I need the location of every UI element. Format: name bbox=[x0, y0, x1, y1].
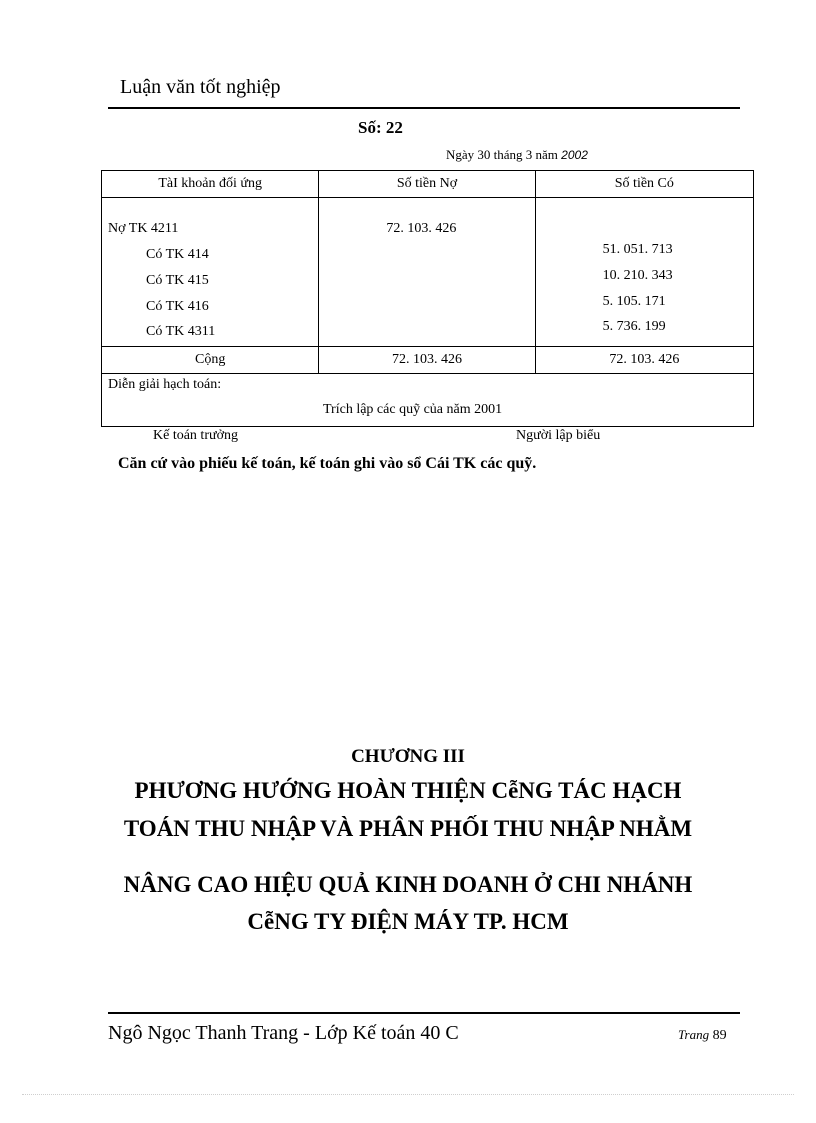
footer-author: Ngô Ngọc Thanh Trang - Lớp Kế toán 40 C bbox=[108, 1022, 459, 1044]
header-rule bbox=[108, 107, 740, 109]
credit-amount: 5. 736. 199 bbox=[602, 319, 666, 334]
credit-account: Có TK 416 bbox=[146, 299, 209, 314]
credit-amount: 51. 051. 713 bbox=[602, 242, 673, 257]
description-label: Diễn giải hạch toán: bbox=[108, 377, 222, 392]
chapter-title-line: PHƯƠNG HƯỚNG HOÀN THIỆN CễNG TÁC HẠCH bbox=[134, 778, 682, 803]
credit-cell bbox=[535, 198, 753, 347]
account-cell bbox=[102, 198, 319, 347]
credit-account: Có TK 415 bbox=[146, 273, 209, 288]
credit-amount: 10. 210. 343 bbox=[602, 268, 673, 283]
page-number-value: 89 bbox=[712, 1028, 727, 1043]
debit-amount: 72. 103. 426 bbox=[386, 221, 457, 236]
page-bottom-dotted-line bbox=[22, 1094, 794, 1095]
credit-account: Có TK 414 bbox=[146, 247, 209, 262]
column-header-debit: Số tiền Nợ bbox=[319, 171, 535, 198]
credit-amount: 5. 105. 171 bbox=[602, 294, 666, 309]
description-text: Trích lập các quỹ của năm 2001 bbox=[323, 402, 503, 417]
chapter-label: CHƯƠNG III bbox=[351, 746, 465, 767]
voucher-date bbox=[446, 147, 588, 163]
voucher-number: Số: 22 bbox=[358, 118, 403, 137]
signer-chief-accountant: Kế toán trưởng bbox=[153, 428, 238, 443]
entry-body-row bbox=[102, 198, 754, 347]
chapter-title-line: TOÁN THU NHẬP VÀ PHÂN PHỐI THU NHẬP NHẰM bbox=[123, 816, 693, 841]
signer-preparer: Người lập biểu bbox=[516, 428, 601, 443]
table-header-row bbox=[102, 171, 754, 198]
chapter-title-line: NÂNG CAO HIỆU QUẢ KINH DOANH Ở CHI NHÁNH bbox=[123, 872, 693, 897]
voucher-date-year: 2002 bbox=[561, 148, 588, 162]
total-debit: 72. 103. 426 bbox=[319, 347, 535, 374]
voucher-date-prefix: Ngày 30 tháng 3 năm bbox=[446, 147, 558, 162]
footer-rule bbox=[108, 1012, 740, 1014]
running-header-title: Luận văn tốt nghiệp bbox=[120, 76, 281, 98]
total-label: Cộng bbox=[102, 347, 319, 374]
chapter-title-line: CễNG TY ĐIỆN MÁY TP. HCM bbox=[247, 909, 569, 934]
total-credit: 72. 103. 426 bbox=[535, 347, 753, 374]
credit-account: Có TK 4311 bbox=[146, 324, 216, 339]
page-word: Trang bbox=[678, 1027, 710, 1042]
column-header-credit: Số tiền Có bbox=[535, 171, 753, 198]
body-note: Căn cứ vào phiếu kế toán, kế toán ghi vào sổ Cái TK các quỹ. bbox=[118, 455, 537, 472]
total-row bbox=[102, 347, 754, 374]
page-number bbox=[678, 1027, 727, 1044]
debit-account: Nợ TK 4211 bbox=[108, 221, 179, 236]
column-header-account: TàI khoản đối ứng bbox=[102, 171, 319, 198]
debit-cell bbox=[319, 198, 535, 347]
